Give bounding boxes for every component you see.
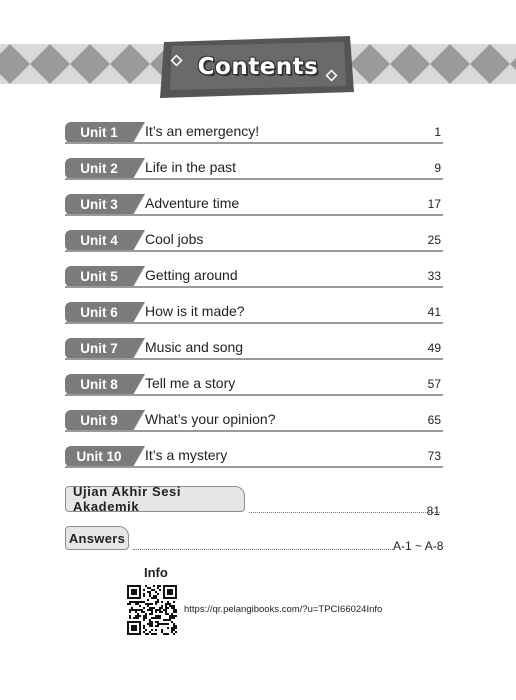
unit-underline: [65, 466, 443, 468]
answers-label-box[interactable]: Answers: [65, 526, 129, 550]
unit-page-number: 17: [427, 197, 441, 211]
unit-title: Life in the past: [145, 159, 237, 175]
unit-page-number: 9: [434, 161, 441, 175]
unit-underline: [65, 214, 443, 216]
unit-row[interactable]: [65, 408, 443, 430]
unit-page-number: 41: [427, 305, 441, 319]
unit-tab: Unit 5: [65, 266, 133, 287]
unit-title: Cool jobs: [145, 231, 204, 247]
unit-underline: [65, 394, 443, 396]
unit-underline: [65, 286, 443, 288]
unit-row[interactable]: [65, 228, 443, 250]
unit-page-number: 57: [427, 377, 441, 391]
unit-tab: Unit 6: [65, 302, 133, 323]
unit-tab: Unit 1: [65, 122, 133, 143]
unit-page-number: 49: [427, 341, 441, 355]
unit-row[interactable]: [65, 444, 443, 466]
unit-row[interactable]: [65, 192, 443, 214]
unit-row[interactable]: [65, 120, 443, 142]
info-label: Info: [144, 565, 168, 580]
unit-underline: [65, 178, 443, 180]
unit-title: It’s an emergency!: [145, 123, 260, 139]
page-title: Contents: [197, 54, 319, 80]
unit-title: How is it made?: [145, 303, 245, 319]
unit-underline: [65, 358, 443, 360]
unit-title: Adventure time: [145, 195, 240, 211]
unit-underline: [65, 142, 443, 144]
unit-title: Tell me a story: [145, 375, 236, 391]
answers-leader-dots: [133, 549, 393, 550]
unit-page-number: 73: [427, 449, 441, 463]
unit-underline: [65, 250, 443, 252]
answers-page-range: A-1 ~ A-8: [393, 539, 444, 553]
unit-title: It’s a mystery: [145, 447, 228, 463]
unit-page-number: 65: [427, 413, 441, 427]
unit-tab: Unit 3: [65, 194, 133, 215]
unit-tab: Unit 7: [65, 338, 133, 359]
unit-tab: Unit 10: [65, 446, 133, 467]
info-url-link[interactable]: https://qr.pelangibooks.com/?u=TPCI66024Info: [184, 604, 383, 615]
unit-row[interactable]: [65, 336, 443, 358]
unit-page-number: 25: [427, 233, 441, 247]
unit-tab: Unit 9: [65, 410, 133, 431]
contents-title-plate: [160, 36, 356, 98]
unit-tab: Unit 2: [65, 158, 133, 179]
uasa-label-box[interactable]: Ujian Akhir Sesi Akademik: [65, 486, 245, 512]
unit-underline: [65, 322, 443, 324]
qr-code-icon[interactable]: [125, 583, 179, 637]
unit-row[interactable]: [65, 372, 443, 394]
unit-row[interactable]: [65, 300, 443, 322]
unit-title: What’s your opinion?: [145, 411, 276, 427]
unit-title: Music and song: [145, 339, 244, 355]
uasa-page-number: 81: [426, 504, 440, 518]
unit-page-number: 33: [427, 269, 441, 283]
unit-page-number: 1: [434, 125, 441, 139]
unit-tab: Unit 4: [65, 230, 133, 251]
uasa-leader-dots: [249, 512, 440, 513]
unit-title: Getting around: [145, 267, 238, 283]
unit-tab: Unit 8: [65, 374, 133, 395]
unit-underline: [65, 430, 443, 432]
unit-row[interactable]: [65, 264, 443, 286]
unit-row[interactable]: [65, 156, 443, 178]
